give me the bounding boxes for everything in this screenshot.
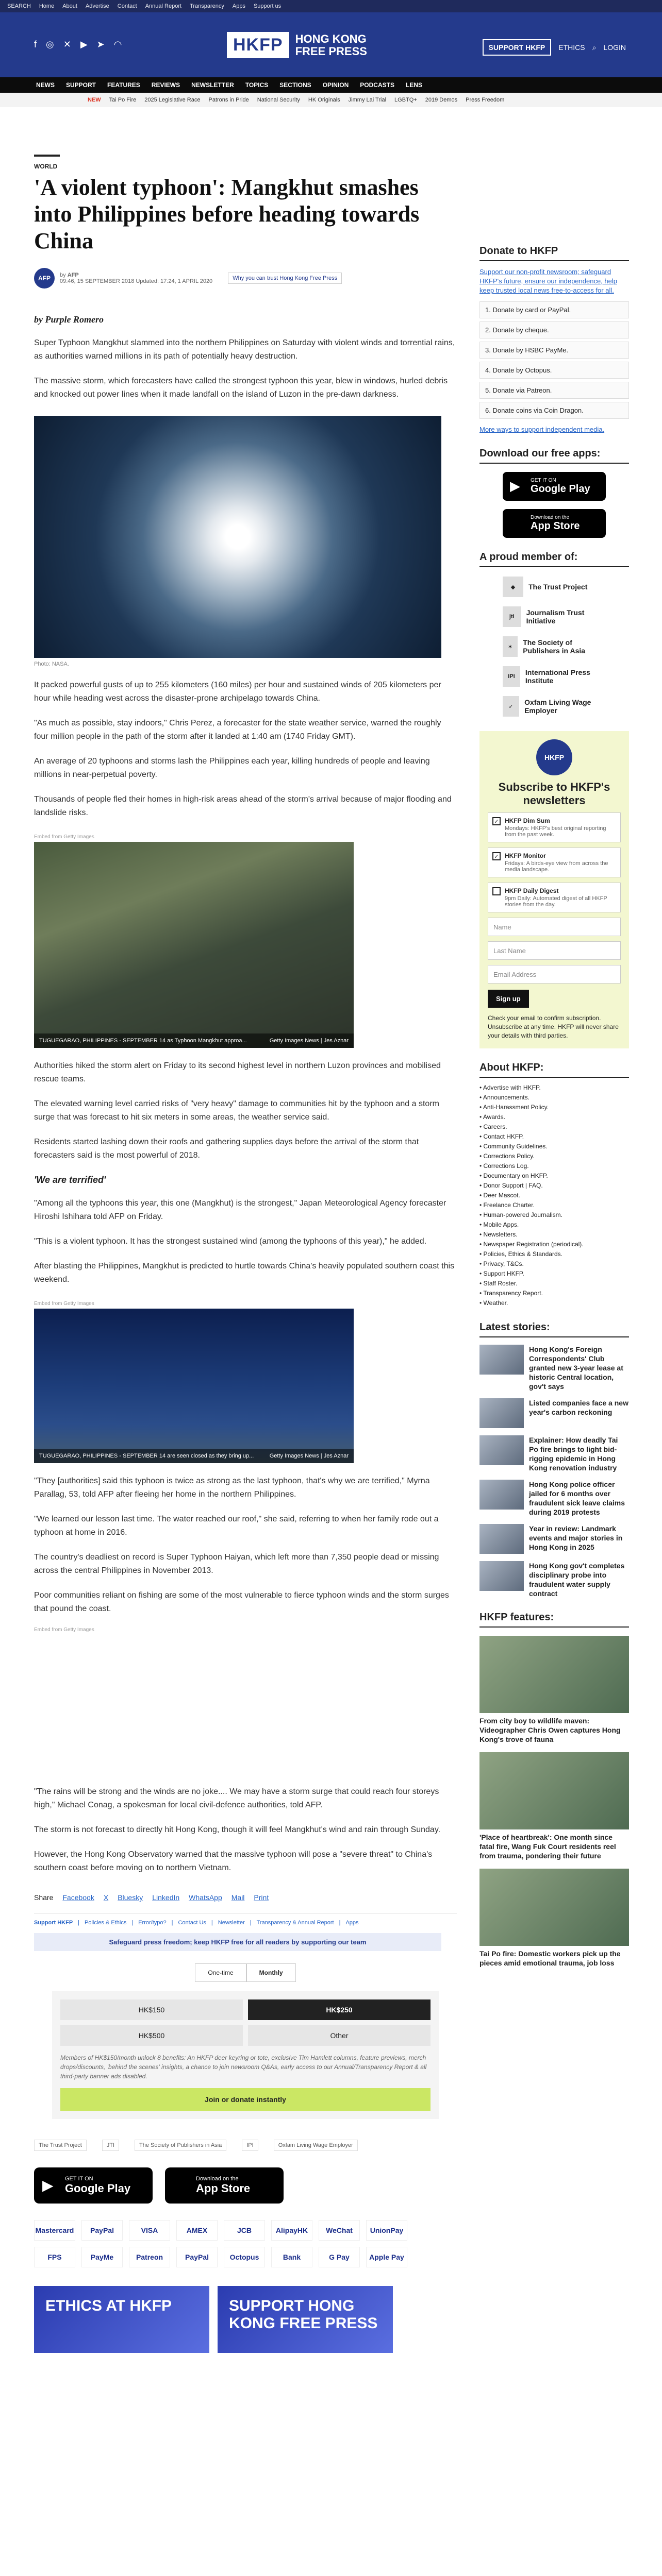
payment-logo: JCB <box>224 2220 265 2241</box>
about-link[interactable]: • Support HKFP. <box>479 1269 629 1279</box>
paragraph: Thousands of people fled their homes in high-risk areas ahead of the storm's arrival because of major flooding and landslide risks. <box>34 795 452 817</box>
x-icon[interactable]: ✕ <box>63 39 71 49</box>
about-link[interactable]: • Staff Roster. <box>479 1279 629 1289</box>
partner-logo[interactable] <box>503 696 606 717</box>
story-title[interactable]: Hong Kong gov't completes disciplinary probe into fraudulent water supply contract <box>529 1562 625 1598</box>
member-logo[interactable]: Oxfam Living Wage Employer <box>274 2140 358 2151</box>
typhoon-satellite-image <box>34 416 441 658</box>
paragraph: The country's deadliest on record is Super Typhoon Haiyan, which left more than 7,350 people dead or missing across the central Philippines in November 2013. <box>34 1553 439 1575</box>
share-facebook[interactable]: Facebook <box>62 1893 94 1902</box>
about-link[interactable]: • Policies, Ethics & Standards. <box>479 1249 629 1259</box>
payment-logo: Octopus <box>224 2247 265 2267</box>
donate-text-link[interactable]: Support our non-profit newsroom; safeguard HKFP's future, ensure our independence, help keep trusted local news free-to-access for all. <box>479 268 617 294</box>
payment-logo: Apple Pay <box>366 2247 407 2267</box>
social-icons <box>34 39 122 50</box>
new-badge: NEW <box>88 97 101 103</box>
donation-amounts <box>60 1999 431 2046</box>
about-link[interactable]: • Anti-Harassment Policy. <box>479 1103 629 1112</box>
latest-story[interactable] <box>479 1524 629 1554</box>
option-desc: 9pm Daily: Automated digest of all HKFP stories from the day. <box>505 895 607 908</box>
topbar-item[interactable]: About <box>62 3 77 9</box>
latest-story[interactable] <box>479 1480 629 1517</box>
paragraph: "This is a violent typhoon. It has the strongest sustained wind (among the typhoons of this year)," he added. <box>34 1237 427 1246</box>
amount-option[interactable]: Other <box>248 2025 431 2046</box>
feature-title[interactable]: Tai Po fire: Domestic workers pick up the pieces amid emotional trauma, job loss <box>479 1950 621 1967</box>
logo-line-2: FREE PRESS <box>295 44 367 58</box>
photo-credit: Getty Images News | Jes Aznar <box>269 1038 349 1044</box>
payment-logo: UnionPay <box>366 2220 407 2241</box>
paragraph: The storm is not forecast to directly hit Hong Kong, though it will feel Mangkhut's wind and rain through Sunday. <box>34 1825 441 1834</box>
article-dates: 09:46, 15 SEPTEMBER 2018 Updated: 17:24, 1 APRIL 2020 <box>60 278 213 284</box>
nav-item[interactable]: PODCASTS <box>360 81 394 89</box>
footer-link[interactable]: Transparency & Annual Report <box>256 1920 334 1926</box>
donate-box <box>52 1991 439 2119</box>
join-button[interactable]: Join or donate instantly <box>60 2088 431 2111</box>
about-link[interactable]: • Mobile Apps. <box>479 1220 629 1230</box>
about-link[interactable]: • Weather. <box>479 1298 629 1308</box>
member-logo[interactable]: JTI <box>102 2140 119 2151</box>
partner-logo[interactable] <box>503 666 606 687</box>
latest-story[interactable] <box>479 1345 629 1391</box>
rss-icon[interactable]: ◠ <box>113 39 122 49</box>
article-title: 'A violent typhoon': Mangkhut smashes into Philippines before heading towards China <box>34 175 420 253</box>
byline-by: by <box>60 272 66 278</box>
store-name: App Store <box>531 520 580 532</box>
support-promo[interactable]: SUPPORT HONG KONG FREE PRESS <box>218 2286 393 2353</box>
paragraph: After blasting the Philippines, Mangkhut is predicted to hurtle towards China's heavily populated southern coast this weekend. <box>34 1262 455 1284</box>
feature-item[interactable] <box>479 1752 629 1860</box>
store-name: Google Play <box>65 2182 131 2195</box>
about-link[interactable]: • Awards. <box>479 1112 629 1122</box>
subnav-item[interactable]: LGBTQ+ <box>394 97 417 103</box>
feature-title[interactable]: 'Place of heartbreak': One month since fatal fire, Wang Fuk Court residents reel from trauma, pondering their future <box>479 1833 616 1860</box>
paragraph: The elevated warning level carried risks of "very heavy" damage to communities hit by the typhoon and a storm surge that was forecast to hit six meters in some areas, the weather service said. <box>34 1099 439 1122</box>
donation-method[interactable]: 4. Donate by Octopus. <box>479 362 629 379</box>
embed-note: Embed from Getty Images <box>34 1627 94 1633</box>
story-title[interactable]: Hong Kong's Foreign Correspondents' Club granted new 3-year lease at historic Central location, gov't says <box>529 1345 623 1391</box>
main-nav <box>0 77 662 93</box>
support-button[interactable]: SUPPORT HKFP <box>483 39 552 56</box>
subheading: 'We are terrified' <box>34 1175 106 1185</box>
payment-logo: Patreon <box>129 2247 170 2267</box>
topbar-item[interactable]: Annual Report <box>145 3 182 9</box>
newsletter-title: Subscribe to HKFP's newsletters <box>498 781 610 807</box>
app-store-buttons <box>34 2167 457 2204</box>
photo-caption: TUGUEGARAO, PHILIPPINES - SEPTEMBER 14 are seen closed as they bring up... <box>39 1453 254 1459</box>
partner-mark: ✓ <box>503 696 519 717</box>
getty-photo-flooding[interactable] <box>34 842 354 1048</box>
share-print[interactable]: Print <box>254 1893 269 1902</box>
store-name: Google Play <box>531 483 590 495</box>
partner-name: Oxfam Living Wage Employer <box>524 698 591 715</box>
donation-methods <box>479 301 629 419</box>
sub-nav <box>0 93 662 107</box>
payment-logo: PayMe <box>81 2247 123 2267</box>
about-link[interactable]: • Transparency Report. <box>479 1289 629 1298</box>
about-link[interactable]: • Corrections Policy. <box>479 1151 629 1161</box>
donation-method[interactable]: 1. Donate by card or PayPal. <box>479 301 629 318</box>
logo-text <box>295 33 367 58</box>
footer-link[interactable]: Support HKFP <box>34 1920 73 1926</box>
checkbox[interactable] <box>492 887 501 895</box>
story-thumbnail[interactable] <box>479 1561 524 1591</box>
paragraph: However, the Hong Kong Observatory warned that the massive typhoon will pose a "severe threat" to China's southern coast before moving on to northern Vietnam. <box>34 1850 433 1872</box>
payment-logo: G Pay <box>319 2247 360 2267</box>
feature-item[interactable] <box>479 1636 629 1744</box>
trust-link[interactable]: Why you can trust Hong Kong Free Press <box>228 273 342 284</box>
share-bar <box>34 1893 457 1902</box>
about-list <box>479 1083 629 1308</box>
logo-line-1: HONG KONG <box>295 32 367 45</box>
about-link[interactable]: • Donor Support | FAQ. <box>479 1181 629 1191</box>
donate-heading: Donate to HKFP <box>479 245 629 261</box>
about-link[interactable]: • Newsletters. <box>479 1230 629 1240</box>
store-name: App Store <box>196 2182 251 2195</box>
member-logos <box>34 2140 457 2151</box>
footer-links: Support HKFP | Policies & Ethics | Error/typo? | Contact Us | Newsletter | Transparency & Annual Report | Apps <box>34 1913 457 1926</box>
nav-item[interactable]: FEATURES <box>107 81 140 89</box>
nav-item[interactable]: LENS <box>405 81 422 89</box>
signup-button[interactable]: Sign up <box>488 990 529 1008</box>
youtube-icon[interactable]: ▶ <box>80 39 88 49</box>
masthead-actions <box>483 39 626 56</box>
photo-credit: Getty Images News | Jes Aznar <box>269 1453 349 1459</box>
checkbox-checked[interactable]: ✓ <box>492 852 501 860</box>
nav-item[interactable]: REVIEWS <box>151 81 180 89</box>
nav-item[interactable]: OPINION <box>322 81 349 89</box>
option-desc: Fridays: A birds-eye view from across the media landscape. <box>505 860 608 873</box>
newsletter-option[interactable] <box>488 883 621 912</box>
paragraph: "Among all the typhoons this year, this one (Mangkhut) is the strongest," Japan Meteorological Agency forecaster Hiroshi Ishihara told AFP on Friday. <box>34 1199 446 1221</box>
photo-overlay <box>34 1033 354 1048</box>
partner-name: The Trust Project <box>528 583 588 591</box>
story-title[interactable]: Hong Kong police officer jailed for 6 months over fraudulent sick leave claims during 2019 protests <box>529 1480 625 1516</box>
nav-item[interactable]: SUPPORT <box>66 81 96 89</box>
topbar-item[interactable]: SEARCH <box>7 3 31 9</box>
subnav-item[interactable]: Press Freedom <box>466 97 505 103</box>
subnav-item[interactable]: Tai Po Fire <box>109 97 137 103</box>
partner-name: International Press Institute <box>525 668 590 685</box>
donation-method[interactable]: 5. Donate via Patreon. <box>479 382 629 399</box>
member-logo[interactable]: The Trust Project <box>34 2140 87 2151</box>
latest-story[interactable] <box>479 1398 629 1428</box>
author-line: by Purple Romero <box>34 314 104 325</box>
more-ways-link[interactable]: More ways to support independent media. <box>479 426 605 433</box>
subnav-item[interactable]: HK Originals <box>308 97 340 103</box>
about-link[interactable]: • Human-powered Journalism. <box>479 1210 629 1220</box>
nav-item[interactable]: NEWS <box>36 81 55 89</box>
footer-link[interactable]: Contact Us <box>178 1920 206 1926</box>
facebook-icon[interactable]: f <box>34 39 37 49</box>
byline-author[interactable]: AFP <box>67 272 79 278</box>
paragraph: The massive storm, which forecasters have called the strongest typhoon this year, blew in windows, hurled debris and knocked out power lines when it made landfall on the island of Luzon in the pre-dawn darkness. <box>34 377 448 399</box>
promo-banners <box>34 2286 457 2353</box>
about-link[interactable]: • Contact HKFP. <box>479 1132 629 1142</box>
checkbox-checked[interactable]: ✓ <box>492 817 501 825</box>
masthead <box>0 12 662 77</box>
app-store-button[interactable] <box>165 2167 284 2204</box>
donate-text <box>479 267 629 295</box>
member-logo[interactable]: The Society of Publishers in Asia <box>135 2140 226 2151</box>
embed-placeholder <box>34 1635 457 1774</box>
photo-overlay <box>34 1449 354 1463</box>
about-link[interactable]: • Corrections Log. <box>479 1161 629 1171</box>
site-logo[interactable] <box>227 32 367 58</box>
photo-caption: TUGUEGARAO, PHILIPPINES - SEPTEMBER 14 as Typhoon Mangkhut approa... <box>39 1038 247 1044</box>
story-thumbnail[interactable] <box>479 1398 524 1428</box>
latest-story[interactable] <box>479 1561 629 1598</box>
footer-link[interactable]: Apps <box>345 1920 359 1926</box>
latest-stories <box>479 1345 629 1598</box>
story-thumbnail[interactable] <box>479 1345 524 1375</box>
partner-name: The Society of Publishers in Asia <box>523 638 586 655</box>
paragraph: "The rains will be strong and the winds are no joke.... We may have a storm surge that could reach four storeys high," Michael Conag, a spokesman for local civil-defence authorities, told AFP. <box>34 1787 439 1809</box>
partner-mark: IPI <box>503 666 520 687</box>
subnav-item[interactable]: Jimmy Lai Trial <box>348 97 387 103</box>
story-thumbnail[interactable] <box>479 1524 524 1554</box>
about-link[interactable]: • Careers. <box>479 1122 629 1132</box>
story-title[interactable]: Year in review: Landmark events and major stories in Hong Kong in 2025 <box>529 1524 623 1551</box>
payment-logo: FPS <box>34 2247 75 2267</box>
payment-logos <box>34 2220 457 2267</box>
google-play-icon: ▶ <box>510 478 520 494</box>
google-play-button[interactable] <box>503 472 606 501</box>
image-caption: Photo: NASA. <box>34 661 69 667</box>
payment-logo: AlipayHK <box>271 2220 312 2241</box>
payment-logo: PayPal <box>81 2220 123 2241</box>
share-x[interactable]: X <box>103 1893 109 1902</box>
payment-logo: VISA <box>129 2220 170 2241</box>
avatar: AFP <box>34 268 55 289</box>
donation-method[interactable]: 6. Donate coins via Coin Dragon. <box>479 402 629 419</box>
feature-title[interactable]: From city boy to wildlife maven: Videographer Chris Owen captures Hong Kong's trove of fauna <box>479 1717 621 1743</box>
member-heading: A proud member of: <box>479 551 629 567</box>
share-whatsapp[interactable]: WhatsApp <box>189 1893 222 1902</box>
paragraph: Residents started lashing down their roofs and gathering supplies days before the arrival of the storm that forecasters said is the most powerful of 2018. <box>34 1138 419 1160</box>
newsletter-note: Check your email to confirm subscription. Unsubscribe at any time. HKFP will never share your details with third parties. <box>488 1014 619 1039</box>
email-input[interactable]: Email Address <box>488 965 621 984</box>
subnav-item[interactable]: Patrons in Pride <box>208 97 249 103</box>
google-play-button[interactable] <box>34 2167 153 2204</box>
share-label: Share <box>34 1893 54 1902</box>
payment-logo: Mastercard <box>34 2220 75 2241</box>
about-link[interactable]: • Advertise with HKFP. <box>479 1083 629 1093</box>
more-ways <box>479 425 629 434</box>
paragraph: "As much as possible, stay indoors," Chris Perez, a forecaster for the state weather service, warned the roughly four million people in the path of the storm after it landed at 1:40 am (1740 Friday GMT). <box>34 719 441 741</box>
partner-logo[interactable] <box>503 606 606 627</box>
paragraph: "We learned our lesson last time. The water reached our roof," she said, referring to when her family rode out a typhoon at home in 2016. <box>34 1515 439 1537</box>
payment-logo: Bank <box>271 2247 312 2267</box>
topbar-item[interactable]: Contact <box>117 3 137 9</box>
search-icon[interactable]: ⌕ <box>592 43 597 52</box>
footer-link[interactable]: Newsletter <box>218 1920 245 1926</box>
option-name: HKFP Dim Sum <box>505 817 550 824</box>
telegram-icon[interactable]: ➤ <box>96 39 105 49</box>
feature-image[interactable] <box>479 1636 629 1713</box>
newsletter-signup <box>479 731 629 1048</box>
section-label[interactable]: WORLD <box>34 163 58 170</box>
about-link[interactable]: • Deer Mascot. <box>479 1191 629 1200</box>
option-name: HKFP Daily Digest <box>505 887 559 894</box>
payment-logo: AMEX <box>176 2220 218 2241</box>
feature-item[interactable] <box>479 1869 629 1968</box>
latest-heading: Latest stories: <box>479 1321 629 1337</box>
paragraph: Super Typhoon Mangkhut slammed into the northern Philippines on Saturday with violent winds and torrential rains, as authorities warned millions in its path of potentially heavy destruction. <box>34 338 455 361</box>
embed-note: Embed from Getty Images <box>34 1301 94 1307</box>
topbar-item[interactable]: Transparency <box>190 3 224 9</box>
footer-link[interactable]: Policies & Ethics <box>85 1920 127 1926</box>
option-name: HKFP Monitor <box>505 852 546 859</box>
logo-mark: HKFP <box>227 32 289 58</box>
features-heading: HKFP features: <box>479 1612 629 1628</box>
story-thumbnail[interactable] <box>479 1435 524 1465</box>
paragraph: It packed powerful gusts of up to 255 kilometers (160 miles) per hour and sustained winds of 205 kilometers per hour while heading west across the disaster-prone archipelago towards China. <box>34 681 441 703</box>
about-link[interactable]: • Privacy, T&Cs. <box>479 1259 629 1269</box>
amount-option-selected[interactable]: HK$250 <box>248 1999 431 2020</box>
feature-image[interactable] <box>479 1752 629 1829</box>
about-link[interactable]: • Documentary on HKFP. <box>479 1171 629 1181</box>
newsletter-option[interactable] <box>488 812 621 842</box>
partner-mark: jti <box>503 606 521 627</box>
donation-frequency <box>34 1963 457 1982</box>
apps-heading: Download our free apps: <box>479 448 629 464</box>
sidebar <box>479 232 629 1968</box>
store-caption: Download on the <box>531 515 570 520</box>
topbar-item[interactable]: Support us <box>253 3 282 9</box>
login-link[interactable]: LOGIN <box>603 43 626 52</box>
about-link[interactable]: • Newspaper Registration (periodical). <box>479 1240 629 1249</box>
ethics-link[interactable]: ETHICS <box>558 43 585 52</box>
footer-link[interactable]: Error/typo? <box>138 1920 167 1926</box>
payment-logo: PayPal <box>176 2247 218 2267</box>
subnav-item[interactable]: 2019 Demos <box>425 97 458 103</box>
latest-story[interactable] <box>479 1435 629 1472</box>
partner-logo[interactable] <box>503 636 606 657</box>
features-list <box>479 1636 629 1968</box>
paragraph: "They [authorities] said this typhoon is twice as strong as the last typhoon, that's why we are terrified," Myrna Parallag, 53, told AFP after fleeing her home in the northern Philippines. <box>34 1477 430 1499</box>
embed-note: Embed from Getty Images <box>34 834 94 840</box>
top-utility-bar <box>0 0 662 12</box>
partner-mark: ✶ <box>503 636 518 657</box>
about-link[interactable]: • Announcements. <box>479 1093 629 1103</box>
share-mail[interactable]: Mail <box>231 1893 245 1902</box>
about-heading: About HKFP: <box>479 1062 629 1078</box>
nav-item[interactable]: NEWSLETTER <box>191 81 234 89</box>
partner-name: Journalism Trust Initiative <box>526 608 585 625</box>
byline-text <box>60 272 212 284</box>
ethics-promo[interactable]: ETHICS AT HKFP <box>34 2286 209 2353</box>
partner-mark: ◆ <box>503 577 523 597</box>
topbar-item[interactable]: Home <box>39 3 55 9</box>
article <box>34 113 457 2353</box>
nav-item[interactable]: SECTIONS <box>279 81 311 89</box>
about-link[interactable]: • Freelance Charter. <box>479 1200 629 1210</box>
share-linkedin[interactable]: LinkedIn <box>152 1893 180 1902</box>
paragraph: Authorities hiked the storm alert on Friday to its second highest level in northern Luzon provinces and mobilised rescue teams. <box>34 1061 441 1083</box>
donation-method[interactable]: 2. Donate by cheque. <box>479 321 629 338</box>
paragraph: Poor communities reliant on fishing are some of the most vulnerable to fierce typhoon winds and the storm surges that pound the coast. <box>34 1591 449 1613</box>
instagram-icon[interactable]: ◎ <box>46 39 54 49</box>
google-play-icon: ▶ <box>42 2177 54 2193</box>
nav-item[interactable]: TOPICS <box>245 81 269 89</box>
member-logo[interactable]: IPI <box>242 2140 258 2151</box>
topbar-item[interactable]: Apps <box>232 3 245 9</box>
byline <box>34 268 457 289</box>
subnav-item[interactable]: National Security <box>257 97 300 103</box>
section-rule <box>34 155 60 157</box>
safeguard-banner[interactable]: Safeguard press freedom; keep HKFP free for all readers by supporting our team <box>34 1933 441 1951</box>
amount-option[interactable]: HK$150 <box>60 1999 243 2020</box>
newsletter-logo: HKFP <box>536 739 572 775</box>
option-desc: Mondays: HKFP's best original reporting from the past week. <box>505 825 606 838</box>
about-link[interactable]: • Community Guidelines. <box>479 1142 629 1151</box>
paragraph: An average of 20 typhoons and storms lash the Philippines each year, killing hundreds of people and leaving millions in near-perpetual poverty. <box>34 757 430 779</box>
store-caption: GET IT ON <box>531 478 556 483</box>
story-title[interactable]: Explainer: How deadly Tai Po fire brings to light bid-rigging epidemic in Hong Kong renovation industry <box>529 1436 618 1472</box>
membership-note: Members of HK$150/month unlock 8 benefits: An HKFP deer keyring or tote, exclusive Tim Hamlett columns, feature previews, merch drops/discounts, 'behind the scenes' insights, a chance to join newsroom Q&As, early access to our Annual/Transparency Report & all third-party banner ads disabled. <box>60 2054 427 2080</box>
app-store-button[interactable] <box>503 509 606 538</box>
share-bluesky[interactable]: Bluesky <box>118 1893 143 1902</box>
one-time-tab[interactable]: One-time <box>195 1963 246 1982</box>
last-name-input[interactable]: Last Name <box>488 941 621 960</box>
newsletter-option[interactable] <box>488 848 621 877</box>
getty-photo-night[interactable] <box>34 1309 354 1463</box>
subnav-item[interactable]: 2025 Legislative Race <box>144 97 201 103</box>
store-caption: GET IT ON <box>65 2176 93 2182</box>
feature-image[interactable] <box>479 1869 629 1946</box>
topbar-item[interactable]: Advertise <box>85 3 109 9</box>
story-title[interactable]: Listed companies face a new year's carbon reckoning <box>529 1399 628 1416</box>
story-thumbnail[interactable] <box>479 1480 524 1510</box>
name-input[interactable]: Name <box>488 918 621 936</box>
partner-logo[interactable] <box>503 577 606 597</box>
monthly-tab[interactable]: Monthly <box>246 1963 296 1982</box>
donation-method[interactable]: 3. Donate by HSBC PayMe. <box>479 342 629 359</box>
amount-option[interactable]: HK$500 <box>60 2025 243 2046</box>
payment-logo: WeChat <box>319 2220 360 2241</box>
store-caption: Download on the <box>196 2176 239 2182</box>
